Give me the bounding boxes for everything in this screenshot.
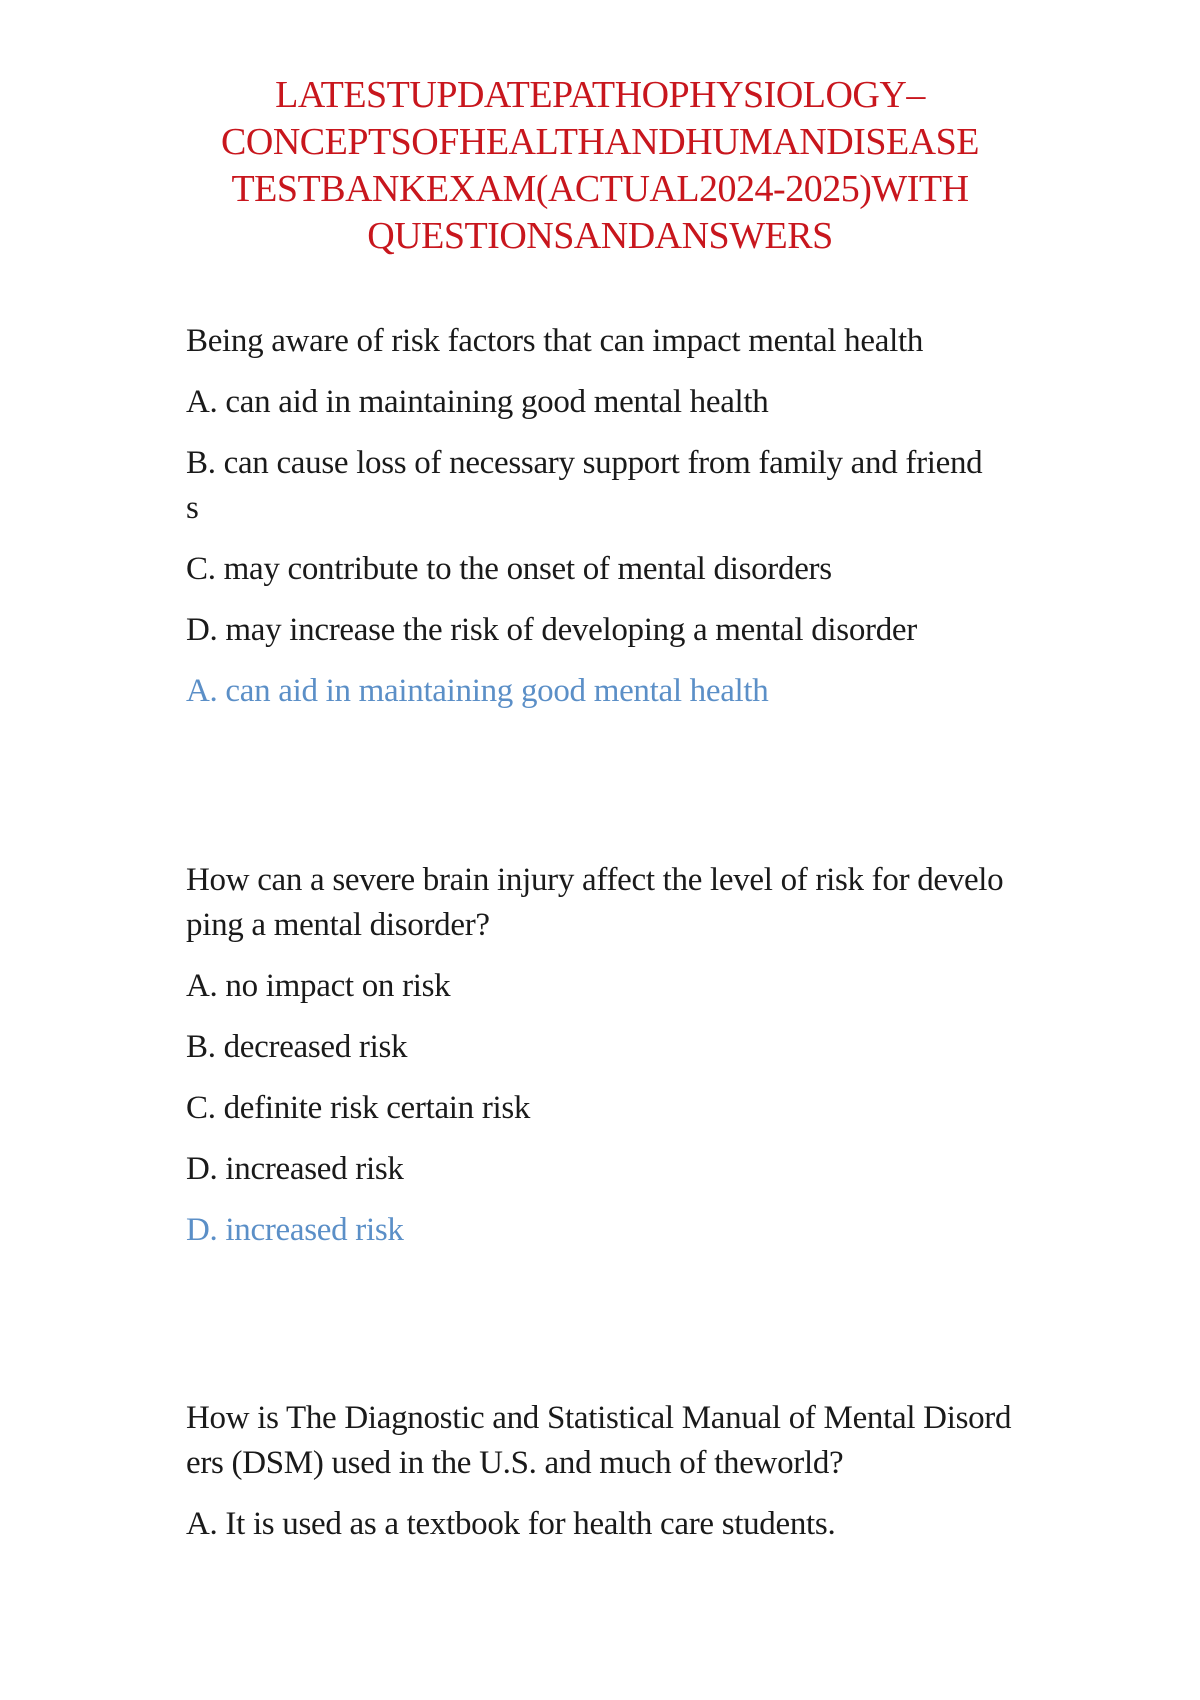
option-a: A. can aid in maintaining good mental health (186, 384, 769, 420)
question-stem-line: How is The Diagnostic and Statistical Manual of Mental Disord (186, 1400, 1012, 1436)
option-d: D. may increase the risk of developing a mental disorder (186, 612, 917, 648)
question-stem (186, 858, 1046, 948)
option-line: s (186, 490, 199, 526)
option-a: A. It is used as a textbook for health care students. (186, 1506, 836, 1542)
title-line: LATESTUPDATEPATHOPHYSIOLOGY– (275, 74, 925, 116)
option-c: C. definite risk certain risk (186, 1090, 531, 1126)
question-3 (186, 1396, 1046, 1563)
option-b (186, 441, 1046, 531)
document-title (160, 72, 1040, 260)
question-stem-line: Being aware of risk factors that can impact mental health (186, 323, 924, 359)
title-line: TESTBANKEXAM(ACTUAL2024-2025)WITH (231, 168, 969, 210)
question-stem-line: How can a severe brain injury affect the level of risk for develo (186, 862, 1004, 898)
title-line: QUESTIONSANDANSWERS (367, 215, 833, 257)
title-line: CONCEPTSOFHEALTHANDHUMANDISEASE (221, 121, 979, 163)
option-b: B. decreased risk (186, 1029, 408, 1065)
option-c: C. may contribute to the onset of mental disorders (186, 551, 832, 587)
question-2 (186, 858, 1046, 1269)
correct-answer: A. can aid in maintaining good mental health (186, 673, 769, 709)
correct-answer: D. increased risk (186, 1212, 404, 1248)
question-stem (186, 319, 1046, 364)
option-a: A. no impact on risk (186, 968, 451, 1004)
question-stem-line: ping a mental disorder? (186, 907, 490, 943)
question-1 (186, 319, 1046, 730)
option-d: D. increased risk (186, 1151, 404, 1187)
question-stem (186, 1396, 1046, 1486)
option-line: B. can cause loss of necessary support from family and friend (186, 445, 983, 481)
question-stem-line: ers (DSM) used in the U.S. and much of theworld? (186, 1445, 844, 1481)
